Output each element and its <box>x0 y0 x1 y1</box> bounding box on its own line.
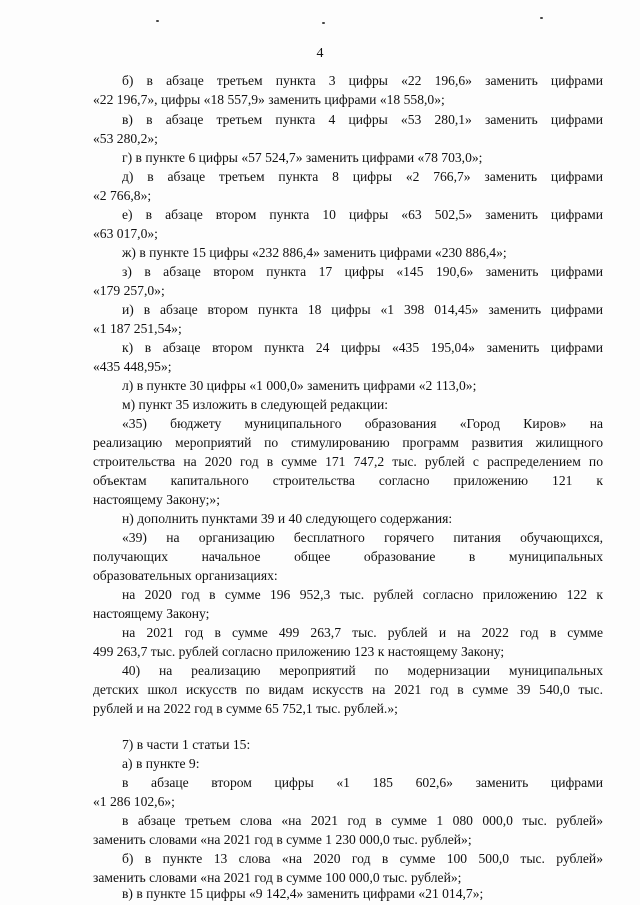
text-line: «179 257,0»; <box>93 283 165 298</box>
text-line: в) в абзаце третьем пункта 4 цифры «53 280,1» заменить цифрами <box>122 112 603 127</box>
text-line: а) в пункте 9: <box>122 756 200 771</box>
scan-speck <box>540 17 543 19</box>
text-line: ж) в пункте 15 цифры «232 886,4» заменить цифрами «230 886,4»; <box>122 245 507 260</box>
text-line: к) в абзаце втором пункта 24 цифры «435 195,04» заменить цифрами <box>122 340 603 355</box>
text-line: в абзаце третьем слова «на 2021 год в сумме 1 080 000,0 тыс. рублей» <box>122 813 603 828</box>
text-line: н) дополнить пунктами 39 и 40 следующего содержания: <box>122 511 453 526</box>
text-line: строительства на 2020 год в сумме 171 747,2 тыс. рублей с распределением по <box>93 454 603 469</box>
page-number: 4 <box>316 46 324 61</box>
text-line: и) в абзаце втором пункта 18 цифры «1 398 014,45» заменить цифрами <box>122 302 603 317</box>
text-line: получающих начальное общее образование в муниципальных <box>93 549 603 564</box>
text-line: в) в пункте 15 цифры «9 142,4» заменить цифрами «21 014,7»; <box>122 886 484 901</box>
text-line: б) в абзаце третьем пункта 3 цифры «22 196,6» заменить цифрами <box>122 73 603 88</box>
text-line: «35) бюджету муниципального образования «Город Киров» на <box>122 416 603 431</box>
text-line: л) в пункте 30 цифры «1 000,0» заменить цифрами «2 113,0»; <box>122 378 477 393</box>
text-line: детских школ искусств по видам искусств на 2021 год в сумме 39 540,0 тыс. <box>93 682 603 697</box>
text-line: образовательных организациях: <box>93 568 278 583</box>
text-line: б) в пункте 13 слова «на 2020 год в сумме 100 500,0 тыс. рублей» <box>122 851 603 866</box>
text-line: заменить словами «на 2021 год в сумме 100 000,0 тыс. рублей»; <box>93 870 462 885</box>
text-line: «1 187 251,54»; <box>93 321 182 336</box>
text-line: д) в абзаце третьем пункта 8 цифры «2 766,7» заменить цифрами <box>122 169 603 184</box>
text-line: 499 263,7 тыс. рублей согласно приложению 123 к настоящему Закону; <box>93 644 505 659</box>
text-line: настоящему Закону;»; <box>93 492 220 507</box>
text-line: г) в пункте 6 цифры «57 524,7» заменить цифрами «78 703,0»; <box>122 150 483 165</box>
text-line: «1 286 102,6»; <box>93 794 175 809</box>
text-line: м) пункт 35 изложить в следующей редакции: <box>122 397 389 412</box>
text-line: 40) на реализацию мероприятий по модернизации муниципальных <box>122 663 603 678</box>
text-line: з) в абзаце втором пункта 17 цифры «145 190,6» заменить цифрами <box>122 264 603 279</box>
text-line: «39) на организацию бесплатного горячего питания обучающихся, <box>122 530 603 545</box>
text-line: настоящему Закону; <box>93 606 210 621</box>
text-line: заменить словами «на 2021 год в сумме 1 230 000,0 тыс. рублей»; <box>93 832 472 847</box>
text-line: «2 766,8»; <box>93 188 152 203</box>
text-line: объектам капитального строительства согласно приложению 121 к <box>93 473 603 488</box>
text-line: на 2020 год в сумме 196 952,3 тыс. рублей согласно приложению 122 к <box>122 587 603 602</box>
text-line: е) в абзаце втором пункта 10 цифры «63 502,5» заменить цифрами <box>122 207 603 222</box>
scan-speck <box>322 22 325 24</box>
text-line: рублей и на 2022 год в сумме 65 752,1 тыс. рублей.»; <box>93 701 398 716</box>
text-line: «53 280,2»; <box>93 131 158 146</box>
text-line: реализацию мероприятий по стимулированию программ развития жилищного <box>93 435 603 450</box>
text-line: «435 448,95»; <box>93 359 172 374</box>
scan-speck <box>156 20 159 22</box>
text-line: 7) в части 1 статьи 15: <box>122 737 251 752</box>
text-line: в абзаце втором цифры «1 185 602,6» заменить цифрами <box>122 775 603 790</box>
text-line: «63 017,0»; <box>93 226 158 241</box>
text-line: на 2021 год в сумме 499 263,7 тыс. рублей и на 2022 год в сумме <box>122 625 603 640</box>
text-line: «22 196,7», цифры «18 557,9» заменить цифрами «18 558,0»; <box>93 92 445 107</box>
